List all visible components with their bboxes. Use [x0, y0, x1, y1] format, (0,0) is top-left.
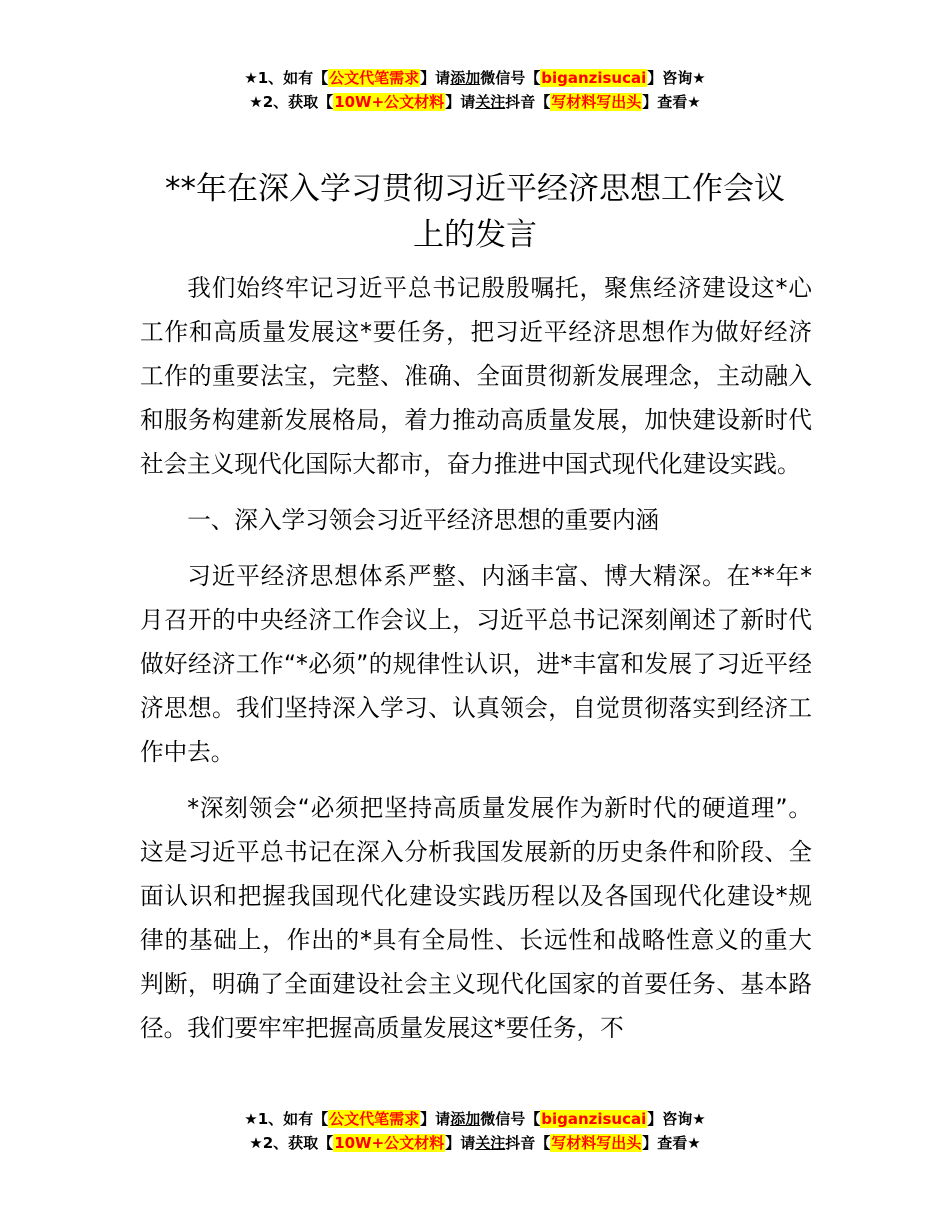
- banner-text: ★1、如有【: [244, 69, 329, 87]
- banner-text: 】请: [445, 93, 476, 111]
- highlight-service: 公文代笔需求: [329, 69, 420, 87]
- banner-text: 】请: [420, 69, 451, 87]
- highlight-service: 公文代笔需求: [329, 1110, 420, 1128]
- title-line-1: **年在深入学习贯彻习近平经济思想工作会议: [165, 171, 785, 207]
- banner-text: 微信号【: [480, 69, 541, 87]
- banner-text: ★2、获取【: [249, 93, 334, 111]
- banner-text: 】咨询★: [647, 69, 706, 87]
- banner-text: 抖音【: [505, 93, 551, 111]
- highlight-wechat-id: biganzisucai: [541, 1110, 647, 1128]
- banner-text: 】查看★: [642, 1134, 701, 1152]
- highlight-wechat-id: biganzisucai: [541, 69, 647, 87]
- banner-text: ★2、获取【: [249, 1134, 334, 1152]
- header-banner: [0, 66, 950, 114]
- highlight-douyin: 写材料写出头: [551, 93, 642, 111]
- highlight-materials: 10W+公文材料: [334, 1134, 445, 1152]
- footer-banner: [0, 1107, 950, 1155]
- paragraph: 习近平经济思想体系严整、内涵丰富、博大精深。在**年*月召开的中央经济工作会议上，习近平总书记深刻阐述了新时代做好经济工作“*必须”的规律性认识，进*丰富和发展了习近平经济思想。我们坚持深入学习、认真领会，自觉贯彻落实到经济工作中去。: [140, 562, 812, 766]
- banner-text: 】请: [420, 1110, 451, 1128]
- banner-text: 】查看★: [642, 93, 701, 111]
- highlight-materials: 10W+公文材料: [334, 93, 445, 111]
- document-title: [140, 166, 810, 258]
- banner-line-1: [0, 66, 950, 90]
- document-body: [140, 266, 812, 1050]
- underlined-word: 添加: [450, 1110, 481, 1128]
- underlined-word: 关注: [475, 1134, 506, 1152]
- section-heading: 一、深入学习领会习近平经济思想的重要内涵: [187, 506, 660, 534]
- banner-text: ★1、如有【: [244, 1110, 329, 1128]
- banner-line-1: [0, 1107, 950, 1131]
- title-line-2: 上的发言: [413, 217, 537, 253]
- banner-line-2: [0, 90, 950, 114]
- banner-line-2: [0, 1131, 950, 1155]
- paragraph-intro: 我们始终牢记习近平总书记殷殷嘱托，聚焦经济建设这*心工作和高质量发展这*要任务，把习近平经济思想作为做好经济工作的重要法宝，完整、准确、全面贯彻新发展理念，主动融入和服务构建新发展格局，着力推动高质量发展，加快建设新时代社会主义现代化国际大都市，奋力推进中国式现代化建设实践。: [140, 274, 812, 478]
- banner-text: 抖音【: [505, 1134, 551, 1152]
- underlined-word: 添加: [450, 69, 481, 87]
- banner-text: 微信号【: [480, 1110, 541, 1128]
- banner-text: 】请: [445, 1134, 476, 1152]
- underlined-word: 关注: [475, 93, 506, 111]
- banner-text: 】咨询★: [647, 1110, 706, 1128]
- paragraph: *深刻领会“必须把坚持高质量发展作为新时代的硬道理”。这是习近平总书记在深入分析我国发展新的历史条件和阶段、全面认识和把握我国现代化建设实践历程以及各国现代化建设*规律的基础上，作出的*具有全局性、长远性和战略性意义的重大判断，明确了全面建设社会主义现代化国家的首要任务、基本路径。我们要牢牢把握高质量发展这*要任务，不: [140, 794, 812, 1042]
- highlight-douyin: 写材料写出头: [551, 1134, 642, 1152]
